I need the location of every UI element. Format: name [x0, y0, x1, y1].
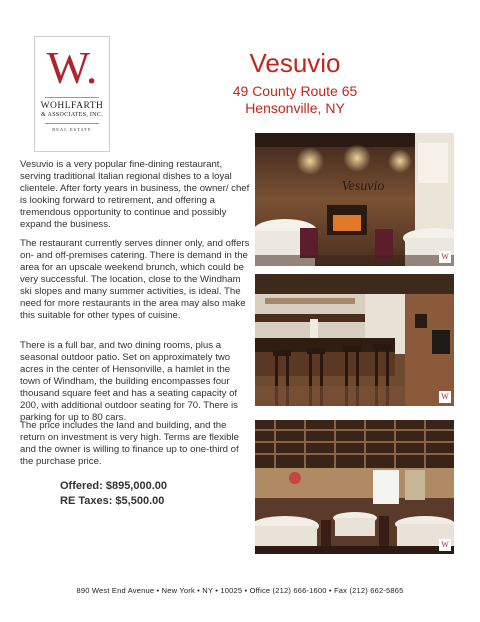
photo-bar: [255, 274, 454, 406]
photo-dining-room-2: [255, 420, 454, 554]
re-taxes: RE Taxes: $5,500.00: [60, 495, 165, 507]
photo-dining-room: [255, 133, 454, 266]
logo-company-name: WOHLFARTH: [40, 101, 104, 111]
offered-price: Offered: $895,000.00: [60, 480, 168, 492]
logo-tagline: REAL ESTATE: [52, 127, 92, 132]
watermark-badge: W: [439, 391, 451, 403]
company-logo: [34, 36, 110, 152]
description-paragraph: Vesuvio is a very popular fine-dining restaurant, serving traditional Italian regional dishes to a loyal clientele. After forty years in business, the owner/ chef is looking forward to retirement, and offering a tremendous opportunity to continue and possibly expand the business.: [20, 159, 250, 230]
description-paragraph: The restaurant currently serves dinner only, and offers on- and off-premises catering. There is demand in the area for an upscale weekend brunch, which could be very successful. The location, close to the Windham ski slopes and many summer activities, is ideal. The need for more restaurants in the area may also make this suitable for other types of cuisine.: [20, 238, 250, 321]
logo-associates: & ASSOCIATES, INC.: [41, 112, 103, 118]
listing-title: Vesuvio: [249, 48, 341, 78]
description-paragraph: The price includes the land and building, and the return on investment is very high. Terms are flexible and the owner is willing to finance up to one-third of the purchase price.: [20, 420, 239, 467]
watermark-badge: W: [439, 251, 451, 263]
logo-divider: [45, 123, 99, 124]
footer-contact: 890 West End Avenue • New York • NY • 10025 • Office (212) 666-1600 • Fax (212) 662-5865: [76, 586, 404, 595]
listing-address-line1: 49 County Route 65: [232, 83, 358, 99]
description-paragraph: There is a full bar, and two dining rooms, plus a seasonal outdoor patio. Set on approximately two acres in the center of Hensonville, a hamlet in the town of Windham, the building encompasses four thousand square feet and has a seating capacity of 200, with additional outdoor seating for 70. There is parking for up to 80 cars.: [20, 340, 238, 423]
watermark-badge: W: [439, 539, 451, 551]
logo-letter: W.: [46, 42, 98, 93]
wall-sign-text: Vesuvio: [341, 179, 385, 194]
listing-address-line2: Hensonville, NY: [245, 100, 345, 116]
logo-divider: [45, 97, 99, 98]
